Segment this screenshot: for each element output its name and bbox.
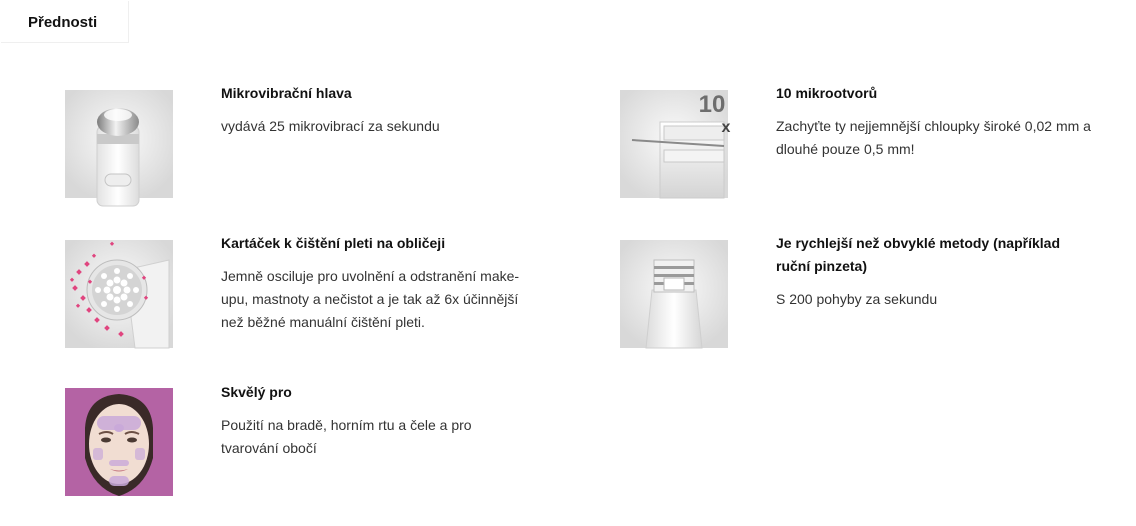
tweezer-head-icon [620, 240, 728, 348]
cleansing-brush-icon [65, 240, 173, 348]
badge-number: 10 [698, 91, 726, 118]
feature-title: Skvělý pro [221, 384, 292, 400]
feature-description: Použití na bradě, horním rtu a čele a pro tvarování obočí [221, 417, 472, 456]
feature-description: Jemně osciluje pro uvolnění a odstranění make-upu, mastnoty a nečistot a je tak až 6x účinnější než běžné manuální čištění pleti. [221, 268, 520, 330]
feature-description: vydává 25 mikrovibrací za sekundu [221, 118, 440, 134]
badge-unit: x [721, 119, 731, 136]
feature-description: Zachyťte ty nejjemnější chloupky široké 0,02 mm a dlouhé pouze 0,5 mm! [776, 118, 1091, 157]
feature-description: S 200 pohyby za sekundu [776, 291, 938, 307]
feature-title: Kartáček k čištění pleti na obličeji [221, 235, 446, 251]
micro-openings-icon [620, 90, 731, 198]
vibration-head-icon [65, 90, 173, 198]
feature-title: 10 mikrootvorů [776, 85, 878, 101]
face-zones-icon [65, 388, 173, 496]
feature-title: Mikrovibrační hlava [221, 85, 352, 101]
section-title: Přednosti [28, 14, 98, 31]
feature-title: Je rychlejší než obvyklé metody (například ruční pinzeta) [776, 235, 1060, 274]
